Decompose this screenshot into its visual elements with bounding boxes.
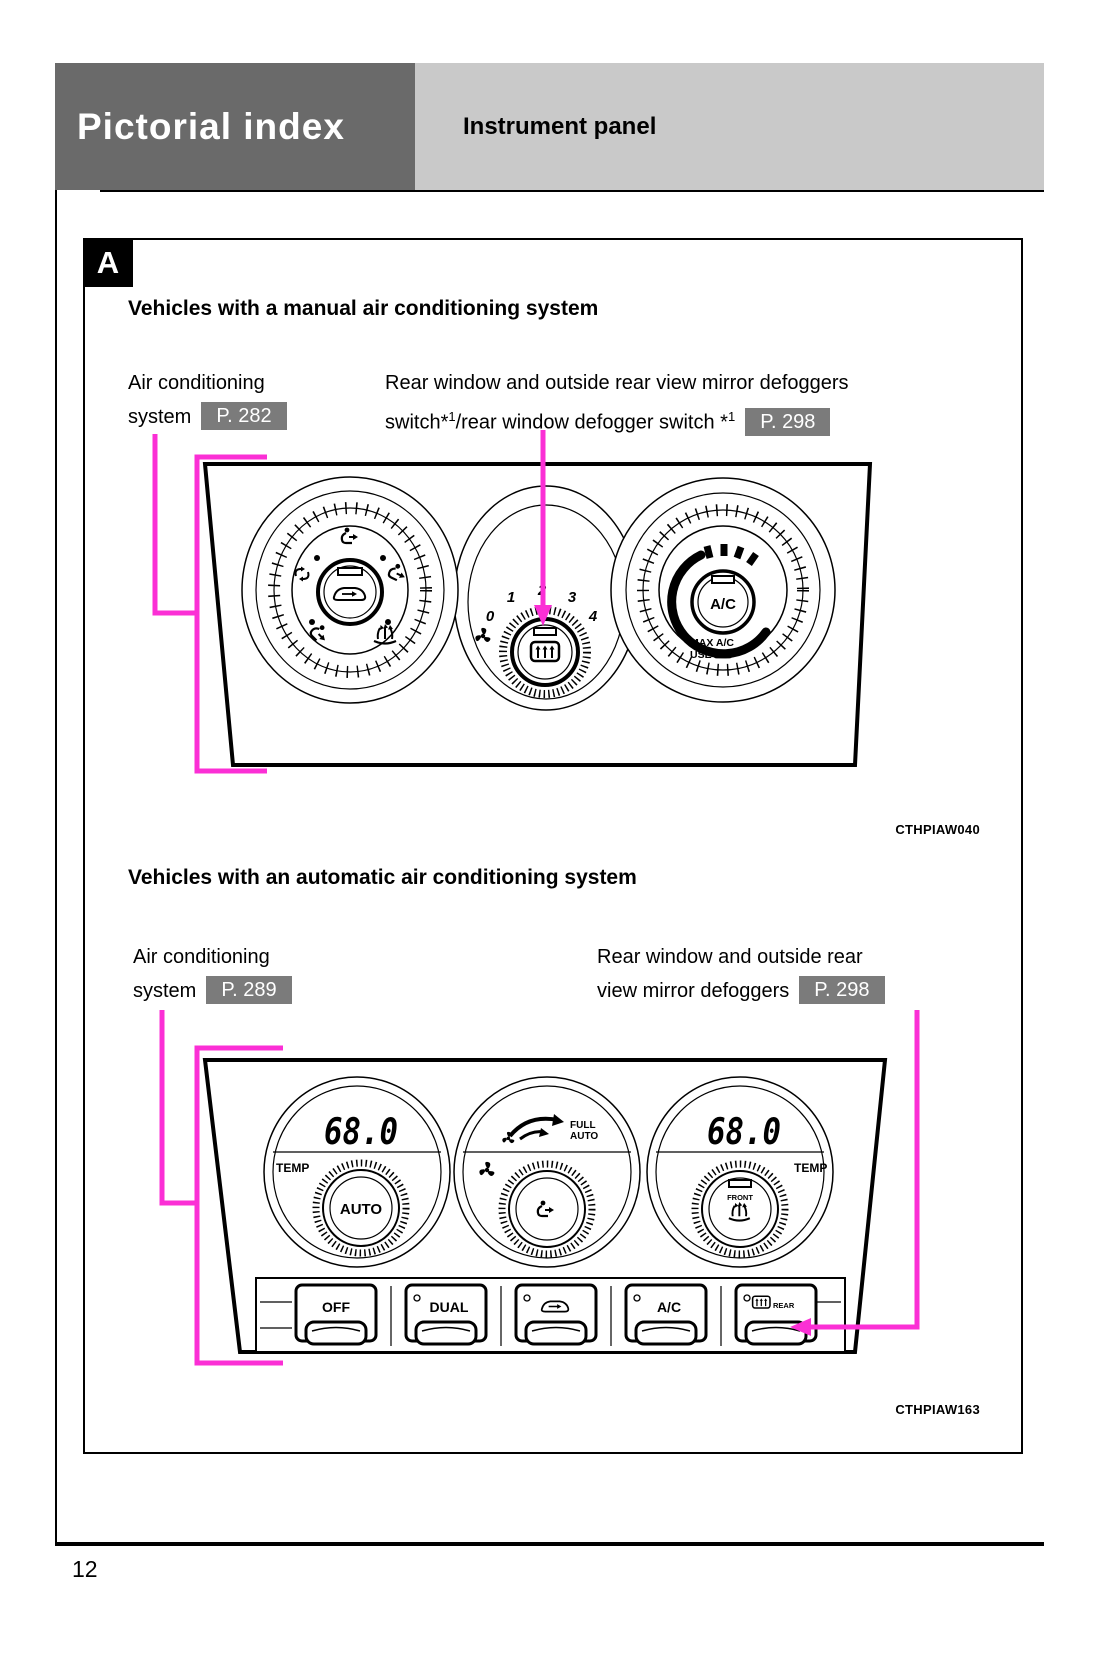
dual-button	[406, 1285, 486, 1344]
knob-indicator	[534, 628, 556, 635]
manual-defogger-line1: Rear window and outside rear view mirror defoggers	[385, 372, 849, 394]
manual-ac-label	[128, 366, 287, 434]
button-bar	[256, 1278, 845, 1352]
defogger-switch-knob	[503, 610, 587, 694]
front-defrost-knob	[695, 1164, 785, 1254]
header-underline	[100, 190, 1044, 192]
full-auto-line2: AUTO	[570, 1131, 599, 1142]
auto-defogger-line2: view mirror defoggers	[597, 980, 790, 1002]
manual-ac-panel-diagram	[140, 430, 880, 780]
ac-knob-label: A/C	[710, 596, 736, 613]
auto-knob	[316, 1163, 406, 1253]
airflow-mode-dial	[242, 477, 458, 703]
manual-ac-label-line2: system	[128, 406, 192, 428]
auto-defogger-label	[597, 940, 885, 1008]
page-number: 12	[72, 1556, 98, 1582]
recirculation-button	[516, 1285, 596, 1344]
rear-defogger-button	[736, 1285, 816, 1344]
left-temp-label: TEMP	[276, 1161, 310, 1175]
figure-code-auto: CTHPIAW163	[895, 1402, 980, 1417]
dual-button-label: DUAL	[429, 1299, 469, 1315]
page-ref-badge-289: P. 289	[206, 976, 291, 1004]
knob-indicator	[729, 1180, 751, 1187]
manual-defogger-line2b: /rear window defogger switch *	[455, 411, 728, 434]
front-label: FRONT	[727, 1193, 753, 1202]
middle-fan-pod	[454, 1077, 640, 1267]
figure-code-manual: CTHPIAW040	[895, 822, 980, 837]
left-temp-pod	[264, 1077, 450, 1267]
page-frame-bottom	[55, 1542, 1044, 1546]
auto-knob-label: AUTO	[339, 1201, 383, 1218]
section-marker: A	[83, 238, 133, 287]
knob-indicator	[712, 576, 734, 583]
rear-button-label: REAR	[773, 1301, 795, 1310]
manual-section-heading: Vehicles with a manual air conditioning system	[128, 297, 599, 320]
ac-button-label: A/C	[656, 1299, 682, 1315]
fan-speed-4: 4	[588, 608, 598, 625]
fan-speed-1: 1	[506, 589, 516, 606]
auto-ac-panel-diagram	[180, 1040, 920, 1370]
footnote-sup-2: 1	[727, 409, 736, 424]
header-section-title: Instrument panel	[463, 112, 657, 140]
ac-knob	[692, 571, 754, 633]
auto-ac-label-line1: Air conditioning	[133, 946, 270, 968]
manual-ac-label-line1: Air conditioning	[128, 372, 265, 394]
ac-button	[626, 1285, 706, 1344]
header-section-box	[415, 63, 1044, 190]
fan-speed-dial	[454, 486, 638, 710]
manual-defogger-label	[385, 366, 849, 440]
footnote-sup-1: 1	[448, 409, 456, 424]
right-temp-display: 68.0	[707, 1112, 781, 1153]
page-title: Pictorial index	[77, 105, 345, 147]
auto-section-heading: Vehicles with an automatic air conditioning system	[128, 866, 637, 889]
off-button	[296, 1285, 376, 1344]
page-ref-badge-282: P. 282	[201, 402, 286, 430]
header-chapter-box	[55, 63, 415, 190]
auto-ac-label-line2: system	[133, 980, 197, 1002]
auto-defogger-line1: Rear window and outside rear	[597, 946, 863, 968]
fan-speed-0: 0	[485, 608, 495, 625]
knob-indicator	[338, 568, 362, 575]
max-ac-line2: USE	[690, 649, 712, 661]
page-frame-left	[55, 63, 57, 1546]
fan-speed-3: 3	[567, 589, 577, 606]
airflow-mode-knob	[502, 1164, 592, 1254]
max-ac-line1: MAX A/C	[690, 637, 734, 649]
manual-defogger-line2a: switch*	[385, 411, 449, 434]
full-auto-line1: FULL	[570, 1120, 596, 1131]
right-temp-label: TEMP	[794, 1161, 828, 1175]
mode-knob	[318, 560, 382, 624]
page-ref-badge-298-auto: P. 298	[799, 976, 884, 1004]
page-ref-badge-298-manual: P. 298	[745, 408, 830, 436]
left-temp-display: 68.0	[324, 1112, 398, 1153]
temperature-dial	[611, 478, 835, 702]
right-temp-pod	[647, 1077, 833, 1267]
off-button-label: OFF	[322, 1299, 350, 1315]
auto-ac-label	[133, 940, 292, 1008]
fan-speed-2: 2	[537, 582, 547, 599]
